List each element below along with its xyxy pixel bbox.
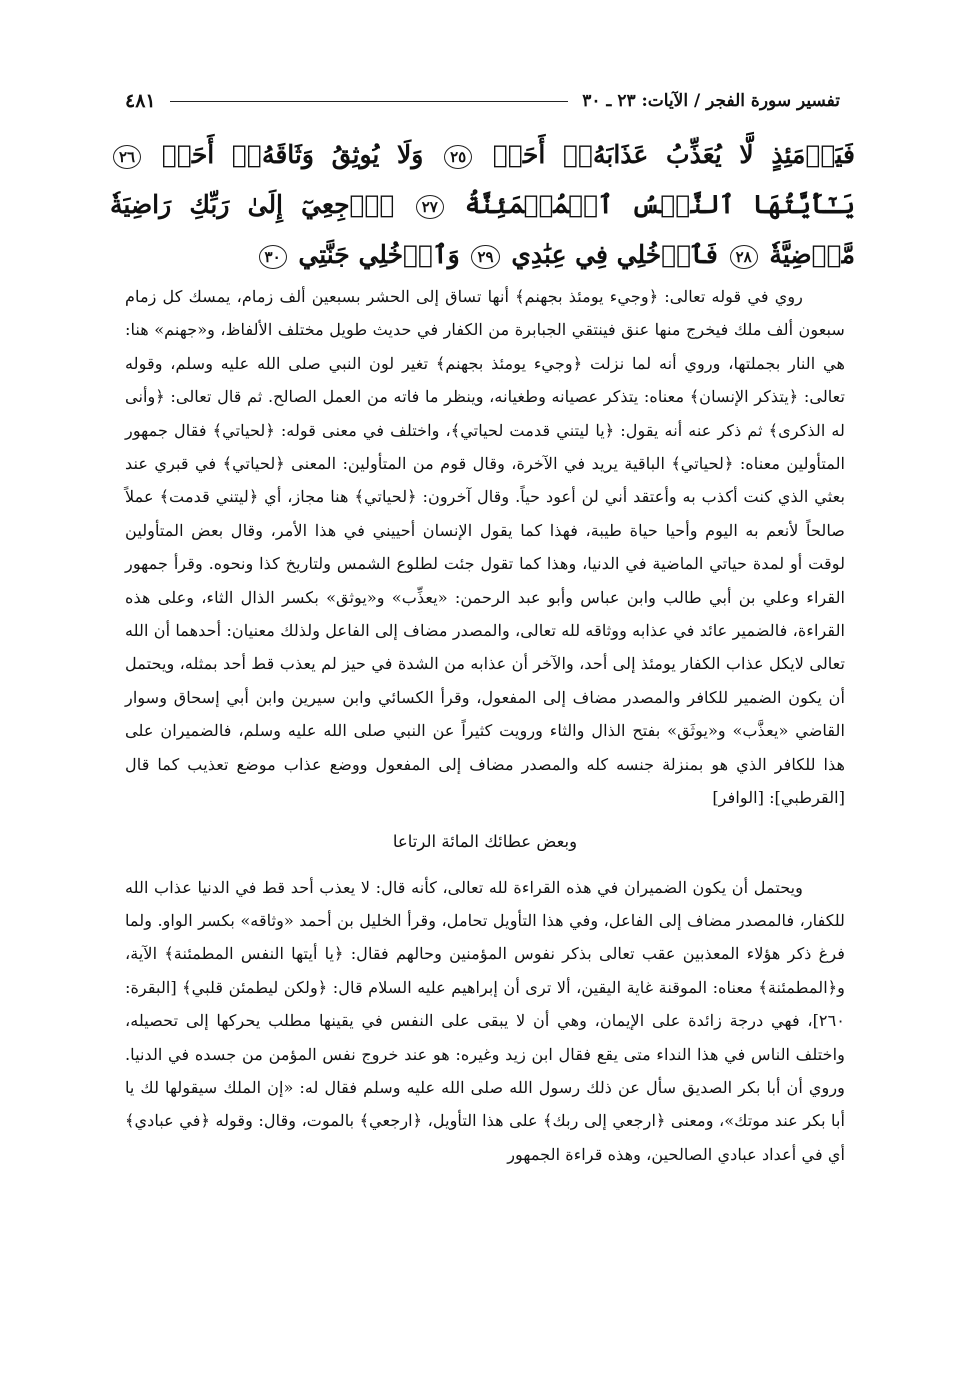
verse-25: فَيَوۡمَئِذٍ لَّا يُعَذِّبُ عَذَابَهُۥٓ أَحَدٞ [492, 140, 855, 169]
verse-number-29: ٢٩ [471, 245, 499, 269]
quran-verses [110, 130, 855, 280]
header-rule [170, 101, 569, 102]
verse-number-26: ٢٦ [113, 145, 141, 169]
poem-line: وبعض عطائك المائة الرتاعا [392, 831, 578, 851]
paragraph-2: ويحتمل أن يكون الضميران في هذه القراءة لله تعالى، كأنه قال: لا يعذب أحد قط في الدنيا عذاب الله للكفار، فالمصدر مضاف إلى الفاعل، وفي هذا التأويل تحامل، وقرأ الخليل بن أحمد «وثاقه» بكسر الواو. ولما فرغ ذكر هؤلاء المعذبين عقب تعالى بذكر نفوس المؤمنين وحالهم فقال: ﴿يا أيتها النفس المطمئنة﴾ الآية، و﴿المطمئنة﴾ معناه: الموقنة غاية اليقين، ألا ترى أن إبراهيم عليه السلام قال: ﴿ولكن ليطمئن قلبي﴾ [البقرة: ٢٦٠]، فهي درجة زائدة على الإيمان، وهي أن لا يبقى على النفس في يقينها مطلب يحركها إلى تحصيله، واختلف الناس في هذا النداء متى يقع فقال ابن زيد وغيره: هو عند خروج نفس المؤمن من جسده في الدنيا. وروي أن أبا بكر الصديق سأل عن ذلك رسول الله صلى الله عليه وسلم فقال له: «إن الملك سيقولها لك يا أبا بكر عند موتك»، ومعنى ﴿ارجعي إلى ربك﴾ على هذا التأويل، ﴿ارجعي﴾ بالموت، وقال: وقوله ﴿في عبادي﴾ أي في أعداد عبادي الصالحين، وهذه قراءة الجمهور [125, 877, 845, 1164]
verse-number-30: ٣٠ [259, 245, 287, 269]
page-number: ٤٨١ [125, 90, 156, 112]
verse-30: وَٱدۡخُلِي جَنَّتِي [298, 240, 460, 269]
verse-28: ٱرۡجِعِيٓ إِلَىٰ رَبِّكِ رَاضِيَةٗ مَّرۡضِيَّةٗ [110, 190, 855, 269]
verse-27: يَـٰٓأَيَّتُهَا ٱلنَّفۡسُ ٱلۡمُطۡمَئِنَّةُ [465, 190, 855, 219]
verse-number-25: ٢٥ [444, 145, 472, 169]
verse-29: فَٱدۡخُلِي فِي عِبَٰدِي [511, 240, 718, 269]
commentary-body [125, 280, 845, 1171]
running-header [125, 86, 840, 116]
verse-26: وَلَا يُوثِقُ وَثَاقَهُۥٓ أَحَدٞ [161, 140, 424, 169]
verse-number-28: ٢٨ [730, 245, 758, 269]
paragraph-1: روي في قوله تعالى: ﴿وجيء يومئذ بجهنم﴾ أنها تساق إلى الحشر بسبعين ألف زمام، يمسك كل زمام سبعون ألف ملك فيخرج منها عنق فينتقي الجبابرة من الكفار في حديث طويل مختلف الألفاظ، و«جهنم» هنا: هي النار بجملتها، وروي أنه لما نزلت ﴿وجيء يومئذ بجهنم﴾ تغير لون النبي صلى الله عليه وسلم، وقوله تعالى: ﴿يتذكر الإنسان﴾ معناه: يتذكر عصيانه وطغيانه، وينظر ما فاته من العمل الصالح. ثم قال تعالى: ﴿وأنى له الذكرى﴾ ثم ذكر عنه أنه يقول: ﴿يا ليتني قدمت لحياتي﴾، واختلف في معنى قوله: ﴿لحياتي﴾ فقال جمهور المتأولين معناه: ﴿لحياتي﴾ الباقية يريد في الآخرة، وقال قوم من المتأولين: المعنى ﴿لحياتي﴾ في قبري عند بعثي الذي كنت أكذب به وأعتقد أني لن أعود حياً. وقال آخرون: ﴿لحياتي﴾ هنا مجاز، أي ﴿ليتني قدمت﴾ عملاً صالحاً لأنعم به اليوم وأحيا حياة طيبة، فهذا كما يقول الإنسان أحييني في هذا الأمر، وقال بعض المتأولين لوقت أو لمدة حياتي الماضية في الدنيا، وهذا كما تقول جئت لطلوع الشمس ولتاريخ كذا ونحوه. وقرأ جمهور القراء وعلي بن أبي طالب وابن عباس وأبو عبد الرحمن: «يعذِّب» و«يوثق» بكسر الذال الثاء، وعلى هذه القراءة، فالضمير عائد في عذابه ووثاقه لله تعالى، والمصدر مضاف إلى الفاعل ولذلك معنيان: أحدهما أن الله تعالى لايكل عذاب الكفار يومئذ إلى أحد، والآخر أن عذابه من الشدة في حيز لم يعذب قط أحد بمثله، ويحتمل أن يكون الضمير للكافر والمصدر مضاف إلى المفعول، وقرأ الكسائي وابن سيرين وابن أبي إسحاق وسوار القاضي «يعذَّب» و«يوثَق» بفتح الذال والثاء ورويت كثيراً عن النبي صلى الله عليه وسلم، فالضميران على هذا للكافر الذي هو بمنزلة جنسه كله والمصدر مضاف إلى المفعول ووضع عذاب موضع تعذيب كما قال [القرطبي]: [الوافر] [125, 287, 845, 808]
verse-number-27: ٢٧ [416, 195, 444, 219]
header-title: تفسير سورة الفجر / الآيات: ٢٣ ـ ٣٠ [582, 91, 840, 111]
